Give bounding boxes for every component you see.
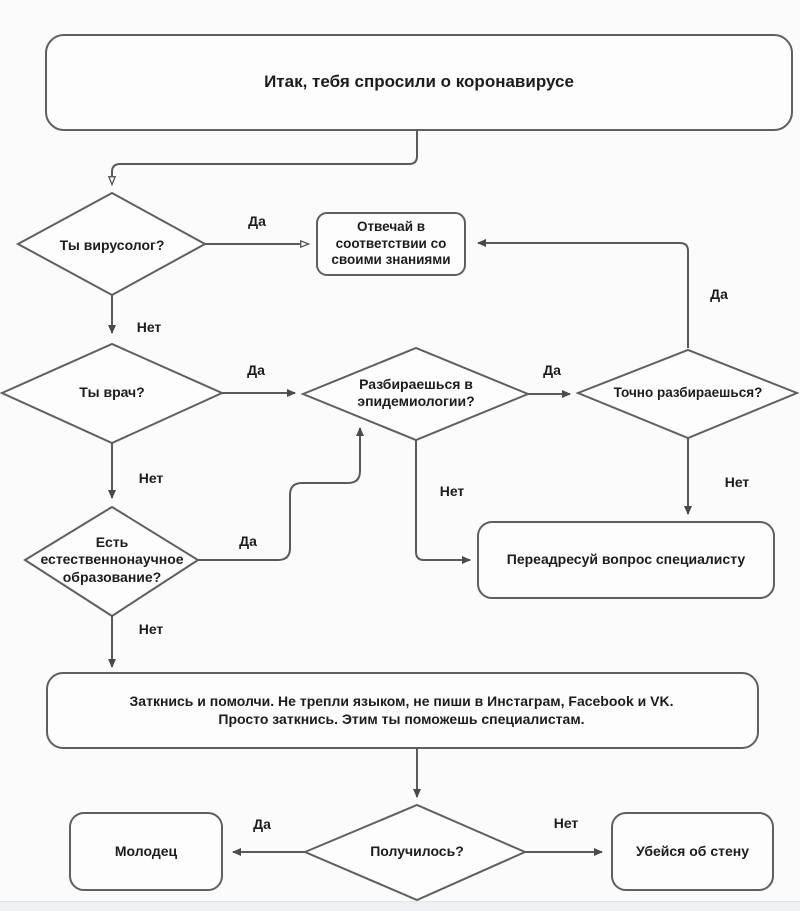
edge-label-sure-no: Нет bbox=[724, 474, 750, 490]
edge-label-epidemiology-yes: Да bbox=[543, 362, 561, 378]
edge-epidemiology-no bbox=[416, 440, 470, 560]
node-answer-box bbox=[317, 213, 465, 275]
node-start-label: Итак, тебя спросили о коронавирусе bbox=[264, 72, 574, 92]
node-wall-label: Убейся об стену bbox=[635, 842, 749, 859]
node-virologist-diamond bbox=[18, 193, 205, 295]
node-welldone-box bbox=[70, 813, 222, 890]
node-epidemiology-diamond bbox=[303, 348, 528, 440]
node-virologist-label: Ты вирусолог? bbox=[59, 237, 165, 254]
edge-label-epidemiology-no: Нет bbox=[439, 483, 465, 499]
edge-label-sure-yes: Да bbox=[710, 286, 728, 302]
bottom-strip bbox=[0, 901, 800, 911]
node-worked-label: Получилось? bbox=[370, 843, 464, 860]
edge-label-worked-no: Нет bbox=[553, 815, 579, 831]
edge-sure-yes bbox=[478, 243, 688, 348]
node-redirect-box bbox=[478, 522, 774, 598]
edge-label-doctor-no: Нет bbox=[138, 470, 164, 486]
node-epidemiology-label: Разбираешься в эпидемиологии? bbox=[357, 375, 475, 409]
edge-education-yes bbox=[198, 428, 360, 560]
edge-label-virologist-yes: Да bbox=[248, 213, 266, 229]
node-start-box bbox=[46, 35, 792, 130]
node-redirect-label: Переадресуй вопрос специалисту bbox=[506, 551, 746, 568]
node-education-label: Есть естественнонаучное образование? bbox=[40, 534, 184, 585]
node-shutup-label: Заткнись и помолчи. Не трепли языком, не пиши в Инстаграм, Facebook и VK. Просто заткнись. Этим ты поможешь специалистам. bbox=[129, 693, 674, 727]
node-education-diamond bbox=[25, 507, 198, 616]
edge-label-worked-yes: Да bbox=[253, 816, 271, 832]
edge-label-virologist-no: Нет bbox=[136, 319, 162, 335]
node-shutup-box bbox=[47, 673, 758, 748]
node-worked-diamond bbox=[305, 805, 525, 900]
node-sure-diamond bbox=[578, 350, 797, 438]
node-sure-label: Точно разбираешься? bbox=[613, 384, 763, 400]
node-doctor-label: Ты врач? bbox=[79, 384, 145, 401]
edge-label-education-yes: Да bbox=[239, 533, 257, 549]
node-wall-box bbox=[612, 813, 773, 890]
node-answer-label: Отвечай в соответствии со своими знаниями bbox=[331, 219, 451, 268]
edge-label-doctor-yes: Да bbox=[247, 362, 265, 378]
edge-label-education-no: Нет bbox=[138, 621, 164, 637]
node-doctor-diamond bbox=[2, 344, 222, 443]
node-welldone-label: Молодец bbox=[114, 842, 178, 859]
edge-start-virologist bbox=[112, 130, 417, 184]
